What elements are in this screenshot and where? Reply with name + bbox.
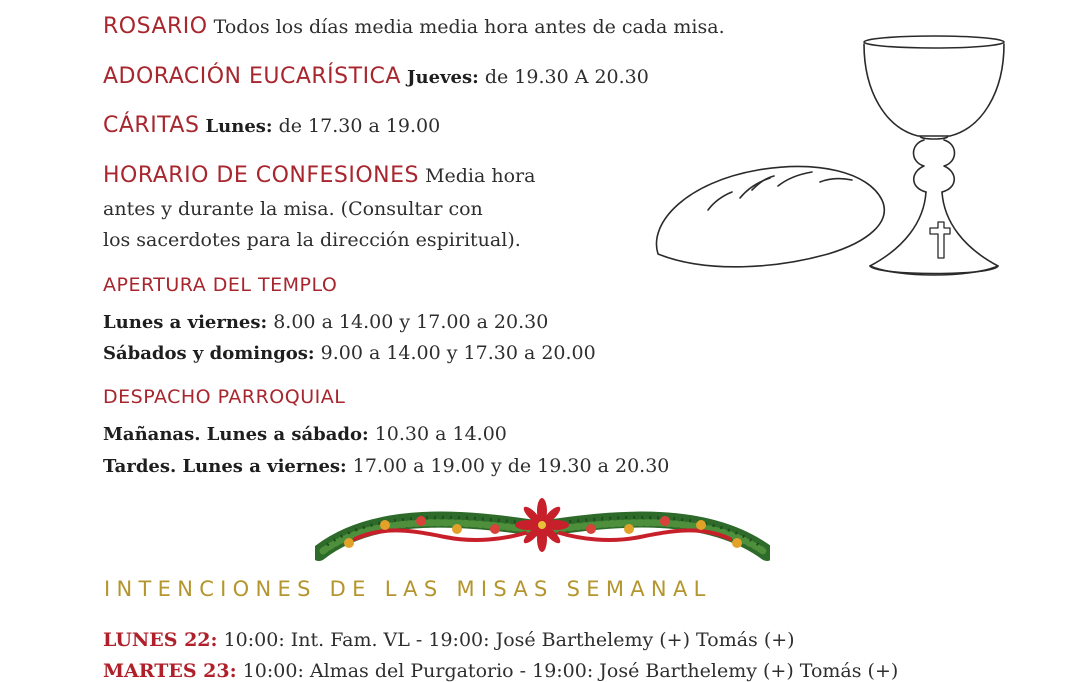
rosario-text: Todos los días media media hora antes de cada misa. <box>213 16 725 38</box>
chalice-icon <box>648 32 1008 292</box>
mass-intention-text: 10:00: Int. Fam. VL - 19:00: José Barthelemy (+) Tomás (+) <box>223 629 795 651</box>
apertura-heading: APERTURA DEL TEMPLO <box>103 274 338 296</box>
bread-loaf-icon <box>656 167 884 267</box>
caritas-heading: CÁRITAS <box>103 113 200 138</box>
mass-day-label: MARTES 23: <box>103 660 237 682</box>
despacho-row2-text: 17.00 a 19.00 y de 19.30 a 20.30 <box>352 455 670 477</box>
adoracion-day: Jueves: <box>407 67 479 88</box>
caritas-text: de 17.30 a 19.00 <box>278 115 441 137</box>
apertura-row-weekdays <box>103 311 548 333</box>
despacho-row-mornings <box>103 423 507 445</box>
apertura-row-weekends <box>103 342 596 364</box>
despacho-row1-text: 10.30 a 14.00 <box>374 423 507 445</box>
mass-intention-tuesday <box>103 660 898 682</box>
mass-intention-text: 10:00: Almas del Purgatorio - 19:00: José Barthelemy (+) Tomás (+) <box>242 660 899 682</box>
confesiones-line1: Media hora <box>425 165 536 187</box>
caritas-day: Lunes: <box>205 116 273 137</box>
despacho-heading: DESPACHO PARROQUIAL <box>103 386 346 408</box>
confesiones-section <box>103 163 535 188</box>
despacho-row-afternoons <box>103 455 669 477</box>
confesiones-line3: los sacerdotes para la dirección espiritual). <box>103 229 521 251</box>
adoracion-text: de 19.30 A 20.30 <box>484 66 649 88</box>
confesiones-line2: antes y durante la misa. (Consultar con <box>103 198 483 220</box>
caritas-section <box>103 113 440 138</box>
rosario-heading: ROSARIO <box>103 14 208 39</box>
adoracion-section <box>103 64 649 89</box>
christmas-garland <box>315 495 770 565</box>
apertura-row2-label: Sábados y domingos: <box>103 343 315 364</box>
mass-intention-monday <box>103 629 795 651</box>
despacho-row2-label: Tardes. Lunes a viernes: <box>103 456 347 477</box>
apertura-row2-text: 9.00 a 14.00 y 17.30 a 20.00 <box>320 342 596 364</box>
poinsettia <box>515 498 569 552</box>
apertura-row1-text: 8.00 a 14.00 y 17.00 a 20.30 <box>273 311 549 333</box>
apertura-row1-label: Lunes a viernes: <box>103 312 268 333</box>
rosario-section <box>103 14 725 39</box>
intentions-title: INTENCIONES DE LAS MISAS SEMANAL <box>104 577 712 601</box>
despacho-row1-label: Mañanas. Lunes a sábado: <box>103 424 369 445</box>
confesiones-heading: HORARIO DE CONFESIONES <box>103 163 420 188</box>
mass-day-label: LUNES 22: <box>103 629 218 651</box>
adoracion-heading: ADORACIÓN EUCARÍSTICA <box>103 64 401 89</box>
